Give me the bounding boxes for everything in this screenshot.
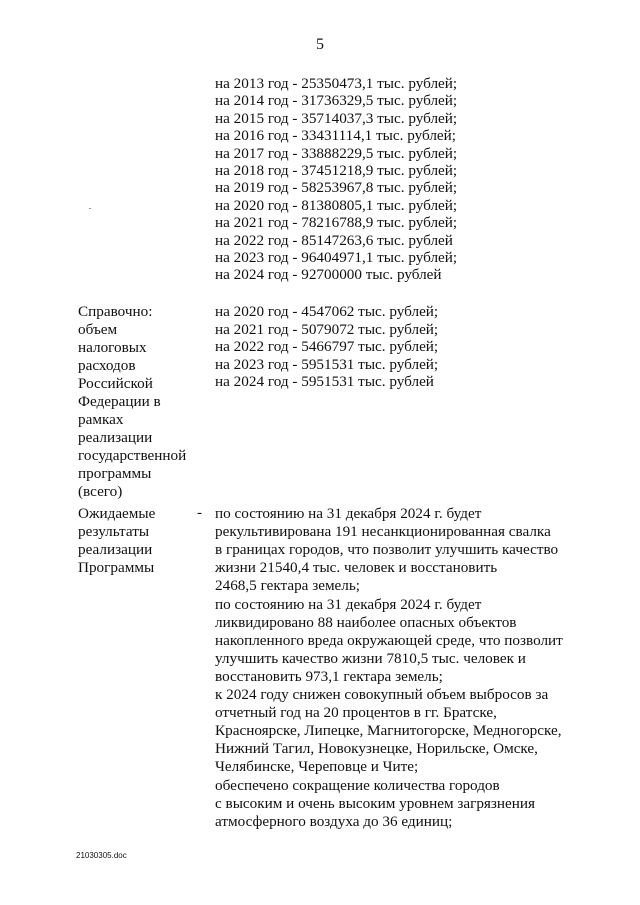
results-text-line: Нижний Тагил, Новокузнецке, Норильске, Омске, (215, 740, 538, 758)
footer-filename: 21030305.doc (76, 851, 127, 860)
tax-label-line: объем (78, 321, 118, 338)
tax-label-line: Российской (78, 375, 153, 392)
funding-line: на 2014 год - 31736329,5 тыс. рублей; (215, 92, 458, 110)
tax-label-line: рамках (78, 411, 124, 428)
results-text-line: к 2024 году снижен совокупный объем выбросов за (215, 686, 549, 703)
funding-line: на 2021 год - 78216788,9 тыс. рублей; (215, 214, 458, 232)
funding-line: на 2023 год - 96404971,1 тыс. рублей; (215, 249, 458, 266)
funding-line: на 2024 год - 92700000 тыс. рублей (215, 266, 442, 284)
funding-line: на 2018 год - 37451218,9 тыс. рублей; (215, 162, 458, 179)
tax-label-line: программы (78, 465, 152, 482)
results-text-line: с высоким и очень высоким уровнем загрязнения (215, 794, 536, 812)
results-text-line: жизни 21540,4 тыс. человек и восстановить (215, 559, 498, 577)
results-label-line: результаты (78, 523, 150, 540)
scan-speck (89, 208, 91, 209)
tax-label-line: государственной (78, 447, 187, 464)
results-text-line: отчетный год на 20 процентов в гг. Братске, (215, 704, 497, 722)
funding-line: на 2019 год - 58253967,8 тыс. рублей; (215, 179, 458, 197)
funding-line: на 2020 год - 81380805,1 тыс. рублей; (215, 196, 458, 214)
results-text-line: рекультивирована 191 несанкционированная свалка (215, 523, 551, 541)
funding-line: на 2022 год - 85147263,6 тыс. рублей (215, 231, 453, 249)
funding-line: на 2016 год - 33431114,1 тыс. рублей; (215, 127, 457, 145)
tax-label-line: расходов (78, 357, 136, 374)
page-number: 5 (316, 36, 324, 53)
results-text-line: ликвидировано 88 наиболее опасных объектов (215, 613, 517, 631)
results-text-line: обеспечено сокращение количества городов (215, 776, 500, 794)
tax-value-line: на 2022 год - 5466797 тыс. рублей; (215, 338, 439, 355)
results-text-line: в границах городов, что позволит улучшить качество (215, 541, 559, 559)
tax-value-line: на 2024 год - 5951531 тыс. рублей (215, 373, 434, 390)
results-label-line: реализации (78, 541, 153, 558)
dash-separator: - (197, 505, 202, 521)
tax-label-line: реализации (78, 429, 153, 446)
tax-label-line: налоговых (78, 339, 147, 356)
tax-value-line: на 2023 год - 5951531 тыс. рублей; (215, 355, 439, 373)
results-text-line: по состоянию на 31 декабря 2024 г. будет (215, 595, 482, 613)
results-text-line: 2468,5 гектара земель; (215, 577, 361, 595)
tax-value-line: на 2021 год - 5079072 тыс. рублей; (215, 320, 439, 338)
results-label-line: Ожидаемые (78, 505, 156, 522)
results-text-line: Красноярске, Липецке, Магнитогорске, Медногорске, (215, 722, 562, 740)
tax-value-line: на 2020 год - 4547062 тыс. рублей; (215, 303, 439, 320)
results-text-line: улучшить качество жизни 7810,5 тыс. человек и (215, 649, 526, 667)
results-text-line: атмосферного воздуха до 36 единиц; (215, 812, 453, 830)
funding-line: на 2013 год - 25350473,1 тыс. рублей; (215, 75, 458, 92)
funding-line: на 2017 год - 33888229,5 тыс. рублей; (215, 144, 458, 162)
results-text-line: накопленного вреда окружающей среде, что позволит (215, 631, 563, 649)
funding-line: на 2015 год - 35714037,3 тыс. рублей; (215, 109, 458, 127)
results-text-line: по состоянию на 31 декабря 2024 г. будет (215, 505, 482, 522)
tax-label-line: Федерации в (78, 393, 161, 410)
results-text-line: восстановить 973,1 гектара земель; (215, 667, 443, 685)
tax-label-line: Справочно: (78, 303, 153, 320)
results-text-line: Челябинске, Череповце и Чите; (215, 758, 419, 776)
tax-label-line: (всего) (78, 483, 123, 500)
results-label-line: Программы (78, 559, 155, 576)
